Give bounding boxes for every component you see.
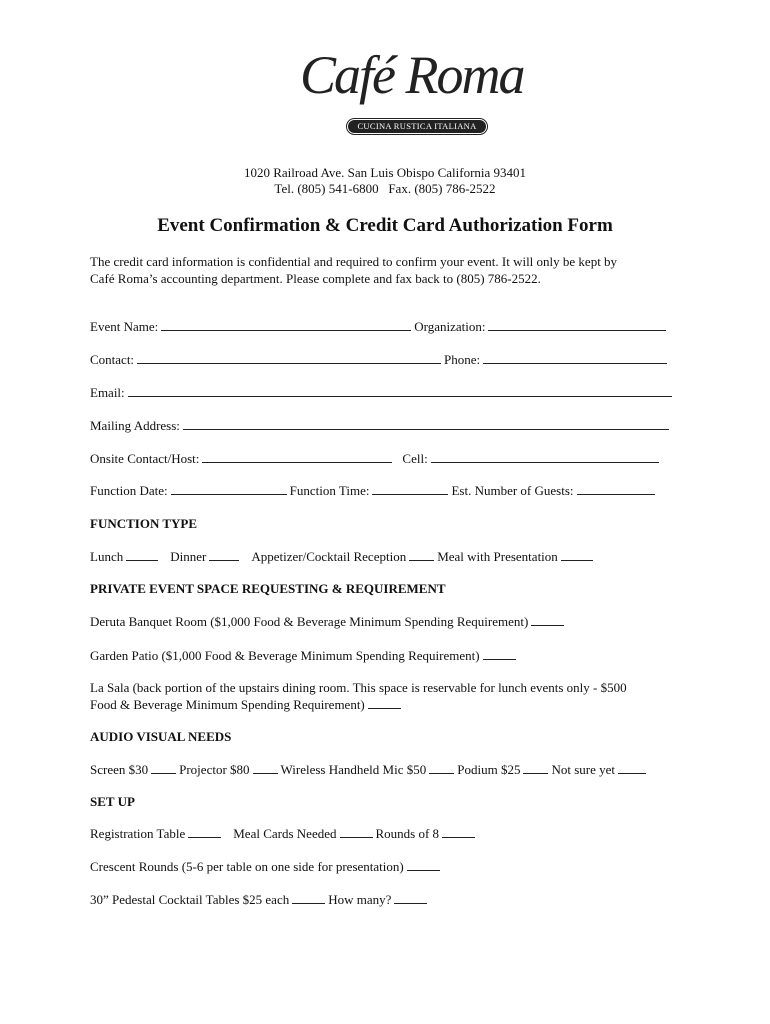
address: 1020 Railroad Ave. San Luis Obispo California 93401 xyxy=(243,165,527,180)
garden-row xyxy=(90,648,519,664)
contact-field[interactable] xyxy=(137,352,441,364)
row-mailing xyxy=(90,418,672,434)
pedestal-label: 30” Pedestal Cocktail Tables $25 each xyxy=(90,892,290,907)
event-name-label: Event Name: xyxy=(90,319,159,334)
organization-field[interactable] xyxy=(488,319,666,331)
pedestal-field[interactable] xyxy=(292,892,325,904)
deruta-field[interactable] xyxy=(531,614,564,626)
podium-label: Podium $25 xyxy=(457,762,521,777)
lunch-label: Lunch xyxy=(90,549,124,564)
rounds-field[interactable] xyxy=(442,826,475,838)
reception-field[interactable] xyxy=(409,549,434,561)
rounds-label: Rounds of 8 xyxy=(375,826,440,841)
not-sure-label: Not sure yet xyxy=(551,762,615,777)
deruta-row xyxy=(90,614,567,630)
setup-heading: SET UP xyxy=(90,794,135,809)
phone-label: Phone: xyxy=(444,352,481,367)
intro-line-1: The credit card information is confidential and required to confirm your event. It will only be kept by xyxy=(90,254,618,269)
av-heading: AUDIO VISUAL NEEDS xyxy=(90,729,232,744)
screen-field[interactable] xyxy=(151,762,176,774)
private-space-heading: PRIVATE EVENT SPACE REQUESTING & REQUIREMENT xyxy=(90,581,446,596)
guests-label: Est. Number of Guests: xyxy=(451,483,574,498)
phone-fax: Tel. (805) 541-6800 Fax. (805) 786-2522 xyxy=(274,181,496,196)
lasala-row xyxy=(90,697,404,713)
email-field[interactable] xyxy=(128,385,672,397)
organization-label: Organization: xyxy=(414,319,486,334)
crescent-field[interactable] xyxy=(407,859,440,871)
dinner-label: Dinner xyxy=(170,549,207,564)
lasala-label: Food & Beverage Minimum Spending Requirement) xyxy=(90,697,365,712)
contact-label: Contact: xyxy=(90,352,135,367)
how-many-field[interactable] xyxy=(394,892,427,904)
meal-presentation-label: Meal with Presentation xyxy=(437,549,558,564)
phone-field[interactable] xyxy=(483,352,667,364)
setup-row xyxy=(90,826,478,842)
lasala-line-1: La Sala (back portion of the upstairs dining room. This space is reservable for lunch events only - $500 xyxy=(90,680,627,695)
garden-label: Garden Patio ($1,000 Food & Beverage Minimum Spending Requirement) xyxy=(90,648,480,663)
registration-label: Registration Table xyxy=(90,826,186,841)
how-many-label: How many? xyxy=(328,892,392,907)
screen-label: Screen $30 xyxy=(90,762,149,777)
garden-field[interactable] xyxy=(483,648,516,660)
pedestal-row xyxy=(90,892,430,908)
mailing-address-label: Mailing Address: xyxy=(90,418,180,433)
mailing-address-field[interactable] xyxy=(183,418,669,430)
row-event xyxy=(90,319,669,335)
function-type-heading: FUNCTION TYPE xyxy=(90,516,198,531)
dinner-field[interactable] xyxy=(209,549,239,561)
mic-label: Wireless Handheld Mic $50 xyxy=(280,762,427,777)
row-email xyxy=(90,385,675,401)
function-date-field[interactable] xyxy=(171,483,287,495)
row-function xyxy=(90,483,658,499)
logo-script-text: Café Roma xyxy=(300,45,524,105)
cell-field[interactable] xyxy=(431,451,659,463)
page-title: Event Confirmation & Credit Card Authorization Form xyxy=(157,215,613,236)
row-contact xyxy=(90,352,670,368)
function-time-label: Function Time: xyxy=(289,483,370,498)
deruta-label: Deruta Banquet Room ($1,000 Food & Beverage Minimum Spending Requirement) xyxy=(90,614,529,629)
registration-field[interactable] xyxy=(188,826,221,838)
cafe-roma-logo xyxy=(300,40,524,145)
row-onsite xyxy=(90,451,662,467)
podium-field[interactable] xyxy=(523,762,548,774)
mic-field[interactable] xyxy=(429,762,454,774)
intro-line-2: Café Roma’s accounting department. Please complete and fax back to (805) 786-2522. xyxy=(90,271,541,286)
onsite-label: Onsite Contact/Host: xyxy=(90,451,200,466)
cell-label: Cell: xyxy=(402,451,428,466)
function-time-field[interactable] xyxy=(372,483,448,495)
projector-field[interactable] xyxy=(253,762,278,774)
meal-cards-label: Meal Cards Needed xyxy=(233,826,337,841)
not-sure-field[interactable] xyxy=(618,762,646,774)
meal-presentation-field[interactable] xyxy=(561,549,593,561)
logo-tagline: CUCINA RUSTICA ITALIANA xyxy=(348,120,486,133)
lunch-field[interactable] xyxy=(126,549,158,561)
lasala-field[interactable] xyxy=(368,697,401,709)
projector-label: Projector $80 xyxy=(179,762,250,777)
onsite-field[interactable] xyxy=(202,451,392,463)
crescent-row xyxy=(90,859,443,875)
event-name-field[interactable] xyxy=(161,319,411,331)
guests-field[interactable] xyxy=(577,483,655,495)
crescent-label: Crescent Rounds (5-6 per table on one side for presentation) xyxy=(90,859,404,874)
email-label: Email: xyxy=(90,385,125,400)
reception-label: Appetizer/Cocktail Reception xyxy=(251,549,407,564)
function-date-label: Function Date: xyxy=(90,483,168,498)
meal-cards-field[interactable] xyxy=(340,826,373,838)
av-row xyxy=(90,762,649,778)
function-type-row xyxy=(90,549,596,565)
